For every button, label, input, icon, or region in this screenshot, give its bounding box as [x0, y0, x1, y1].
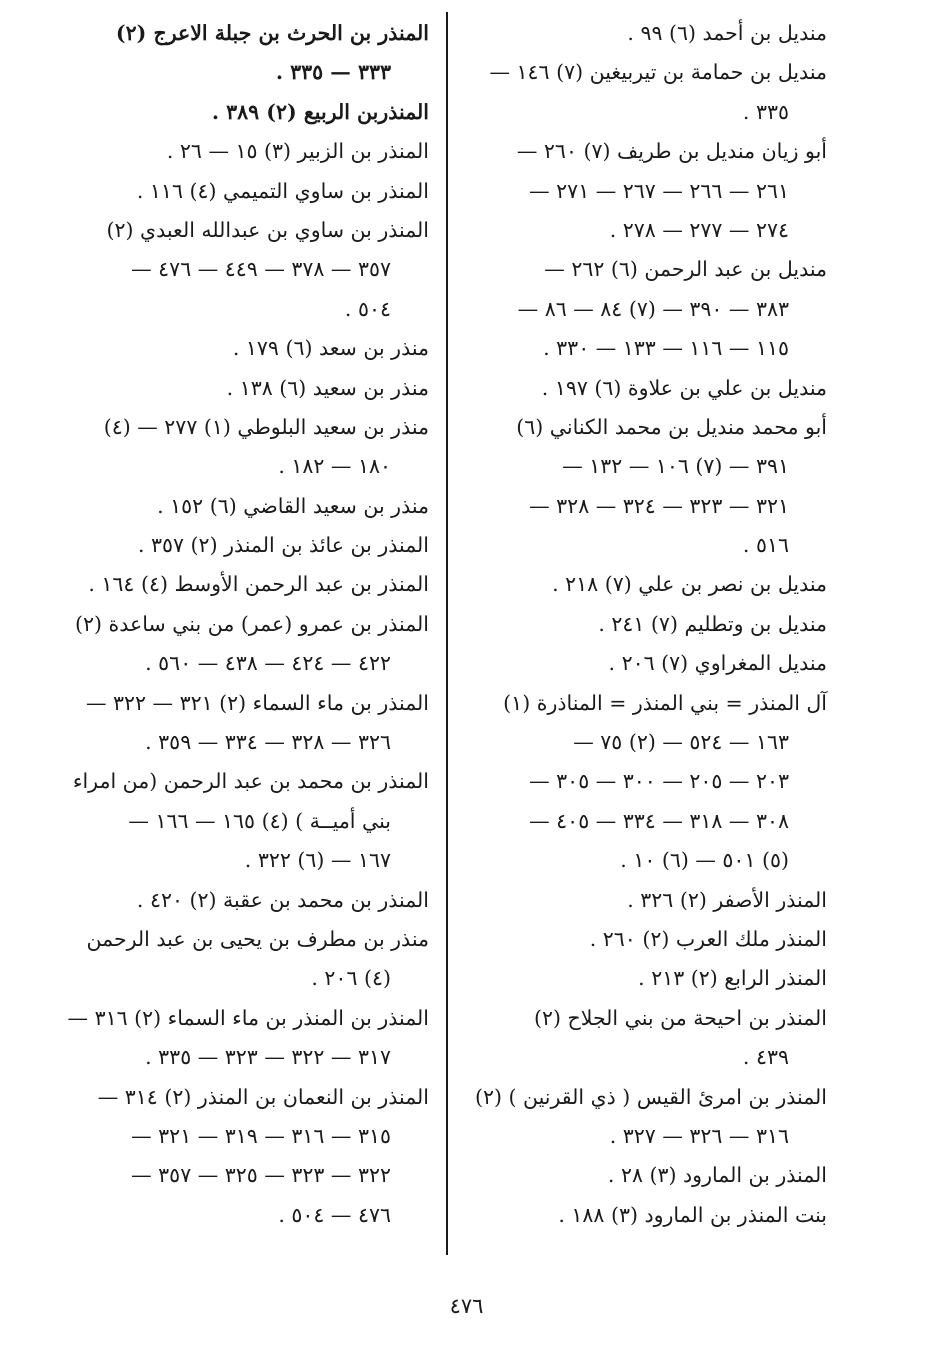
index-entry: منذر بن مطرف بن يحيى بن عبد الرحمن: [86, 926, 429, 951]
index-entry: منذر بن سعيد القاضي (٦) ١٥٢ .: [157, 493, 429, 518]
index-entry: منديل المغراوي (٧) ٢٠٦ .: [608, 651, 827, 676]
index-entry-continuation: ٢٠٣ — ٢٠٥ — ٣٠٠ — ٣٠٥ —: [529, 769, 789, 794]
index-entry: منذر بن سعيد البلوطي (١) ٢٧٧ — (٤): [103, 414, 429, 439]
index-entry: منديل بن وتطليم (٧) ٢٤١ .: [598, 611, 827, 636]
index-entry: المنذر بن امرئ القيس ( ذي القرنين ) (٢): [474, 1084, 827, 1109]
index-entry-continuation: ٢٧٤ — ٢٧٧ — ٢٧٨ .: [609, 217, 789, 242]
index-entry: المنذر بن عبد الرحمن الأوسط (٤) ١٦٤ .: [88, 572, 429, 597]
column-divider: [446, 12, 448, 1255]
index-entry: المنذر الرابع (٢) ٢١٣ .: [638, 966, 827, 991]
index-entry-continuation: ٥١٦ .: [742, 533, 789, 558]
index-entry: المنذر ملك العرب (٢) ٢٦٠ .: [589, 926, 827, 951]
index-entry: المنذر بن احيحة من بني الجلاح (٢): [533, 1005, 827, 1030]
index-entry-continuation: ٣١٦ — ٣٢٦ — ٣٢٧ .: [609, 1123, 789, 1148]
index-entry-continuation: ١١٥ — ١١٦ — ١٣٣ — ٣٣٠ .: [543, 336, 789, 361]
index-entry-continuation: ١٦٧ — (٦) ٣٢٢ .: [244, 848, 391, 873]
index-entry-continuation: ٣٥٧ — ٣٧٨ — ٤٤٩ — ٤٧٦ —: [131, 257, 391, 282]
index-entry-continuation: ١٦٣ — ٥٢٤ — (٢) ٧٥ —: [573, 730, 789, 755]
index-entry: المنذر بن ساوي التميمي (٤) ١١٦ .: [136, 178, 429, 203]
index-entry: المنذر بن المنذر بن ماء السماء (٢) ٣١٦ —: [67, 1005, 429, 1030]
index-entry-continuation: ٤٢٢ — ٤٢٤ — ٤٣٨ — ٥٦٠ .: [145, 651, 391, 676]
index-entry-continuation: ١٨٠ — ١٨٢ .: [278, 454, 391, 479]
index-entry: المنذر بن ساوي بن عبدالله العبدي (٢): [106, 217, 429, 242]
page-number: ٤٧٦: [449, 1294, 484, 1318]
index-entry: منديل بن نصر بن علي (٧) ٢١٨ .: [552, 572, 827, 597]
index-entry: المنذر الأصفر (٢) ٣٢٦ .: [627, 887, 827, 912]
index-entry: المنذر بن الزبير (٣) ١٥ — ٢٦ .: [166, 139, 429, 164]
index-entry-continuation: (٥) ٥٠١ — (٦) ١٠ .: [620, 848, 789, 873]
index-entry: المنذر بن الحرث بن جبلة الاعرج (٢): [115, 21, 429, 45]
index-entry: المنذر بن ماء السماء (٢) ٣٢١ — ٣٢٢ —: [85, 690, 429, 715]
index-entry-continuation: ٣٢٦ — ٣٢٨ — ٣٣٤ — ٣٥٩ .: [145, 730, 391, 755]
index-entry: المنذر بن النعمان بن المنذر (٢) ٣١٤ —: [97, 1084, 429, 1109]
index-entry: بنت المنذر بن المارود (٣) ١٨٨ .: [558, 1202, 827, 1227]
index-entry-continuation: (٤) ٢٠٦ .: [311, 966, 391, 991]
index-entry-continuation: ٥٠٤ .: [344, 296, 391, 321]
index-entry-continuation: ٣٠٨ — ٣١٨ — ٣٣٤ — ٤٠٥ —: [529, 808, 789, 833]
index-entry-continuation: ٤٧٦ — ٥٠٤ .: [278, 1202, 391, 1227]
index-entry: المنذر بن محمد بن عبد الرحمن (من امراء: [72, 769, 429, 794]
index-entry-continuation: ٣٩١ — (٧) ١٠٦ — ١٣٢ —: [562, 454, 789, 479]
index-entry-continuation: ٤٣٩ .: [742, 1045, 789, 1070]
index-entry: منديل بن علي بن علاوة (٦) ١٩٧ .: [541, 375, 827, 400]
index-entry: أبو زيان منديل بن طريف (٧) ٢٦٠ —: [516, 139, 827, 164]
index-entry: منذر بن سعد (٦) ١٧٩ .: [232, 336, 429, 361]
index-entry: أبو محمد منديل بن محمد الكناني (٦): [516, 414, 827, 439]
index-entry: منديل بن حمامة بن تيربيغين (٧) ١٤٦ —: [489, 60, 827, 85]
index-entry-continuation: ٣٣٣ — ٣٣٥ .: [275, 60, 391, 85]
index-entry-continuation: ٣١٧ — ٣٢٢ — ٣٢٣ — ٣٣٥ .: [145, 1045, 391, 1070]
index-entry-continuation: ٣٣٥ .: [742, 99, 789, 124]
index-entry-continuation: ٣١٥ — ٣١٦ — ٣١٩ — ٣٢١ —: [131, 1123, 391, 1148]
index-entry: منذر بن سعيد (٦) ١٣٨ .: [226, 375, 429, 400]
index-entry-continuation: ٢٦١ — ٢٦٦ — ٢٦٧ — ٢٧١ —: [529, 178, 789, 203]
index-entry: المنذربن الربيع (٢) ٣٨٩ .: [211, 99, 429, 124]
index-entry: المنذر بن عائذ بن المنذر (٢) ٣٥٧ .: [137, 533, 429, 558]
index-entry: منديل بن أحمد (٦) ٩٩ .: [627, 21, 827, 45]
index-entry-continuation: ٣٢٢ — ٣٢٣ — ٣٢٥ — ٣٥٧ —: [131, 1163, 391, 1188]
index-entry: المنذر بن المارود (٣) ٢٨ .: [607, 1163, 827, 1188]
index-entry-continuation: بني أميــة ) (٤) ١٦٥ — ١٦٦ —: [128, 808, 391, 833]
index-entry: منديل بن عبد الرحمن (٦) ٢٦٢ —: [544, 257, 827, 282]
index-entry-continuation: ٣٢١ — ٣٢٣ — ٣٢٤ — ٣٢٨ —: [529, 493, 789, 518]
index-entry: المنذر بن عمرو (عمر) من بني ساعدة (٢): [75, 611, 429, 636]
index-column-left: [67, 14, 429, 1235]
index-entry: آل المنذر = بني المنذر = المناذرة (١): [503, 690, 827, 715]
index-entry-continuation: ٣٨٣ — ٣٩٠ — (٧) ٨٤ — ٨٦ —: [517, 296, 789, 321]
index-column-right: [467, 14, 827, 1235]
index-entry: المنذر بن محمد بن عقبة (٢) ٤٢٠ .: [136, 887, 429, 912]
